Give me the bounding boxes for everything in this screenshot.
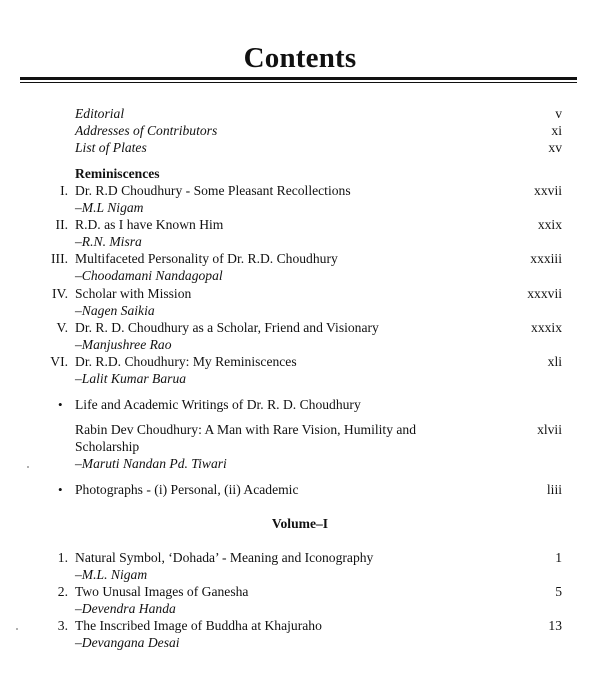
entry-title: Multifaceted Personality of Dr. R.D. Choudhury [75,251,338,266]
entry-author: –Devendra Handa [75,601,176,616]
entry-page: xxxiii [530,251,562,266]
entry-page: 13 [548,618,562,633]
scan-speck [16,628,18,630]
entry-page: xli [547,354,562,369]
entry-number: I. [60,183,68,198]
entry-author: –Devangana Desai [75,635,180,650]
entry-number: 2. [57,584,68,599]
entry-page: xv [548,140,562,155]
entry-page: 5 [555,584,562,599]
entry-number: III. [51,251,68,266]
entry-page: v [555,106,562,121]
entry-number: II. [55,217,68,232]
entry-number: V. [56,320,68,335]
scan-speck [27,466,29,468]
entry-page: xxvii [534,183,562,198]
entry-author: –Manjushree Rao [75,337,172,352]
entry-title: R.D. as I have Known Him [75,217,224,232]
title-rule-thick [20,77,577,80]
page-title: Contents [243,42,357,74]
entry-page: liii [546,482,562,497]
entry-title: List of Plates [75,140,147,155]
entry-page: xxxix [531,320,562,335]
entry-page: xxxvii [527,286,562,301]
entry-author: –M.L. Nigam [75,567,148,582]
entry-author: –Maruti Nandan Pd. Tiwari [75,456,227,471]
entry-title: Life and Academic Writings of Dr. R. D. Choudhury [75,397,361,412]
entry-title: Natural Symbol, ‘Dohada’ - Meaning and Iconography [75,550,374,565]
bullet-icon: • [58,397,63,412]
entry-title: Editorial [75,106,125,121]
entry-author: –Choodamani Nandagopal [75,268,223,283]
entry-title: Dr. R.D Choudhury - Some Pleasant Recollections [75,183,351,198]
entry-author: –Lalit Kumar Barua [75,371,187,386]
entry-page: 1 [555,550,562,565]
entry-title: Dr. R.D. Choudhury: My Reminiscences [75,354,297,369]
entry-title-continued: Scholarship [75,439,140,454]
entry-number: 3. [57,618,68,633]
section-heading-text: Reminiscences [75,166,160,181]
entry-number: 1. [57,550,68,565]
entry-author: –R.N. Misra [75,234,142,249]
entry-title: The Inscribed Image of Buddha at Khajuraho [75,618,322,633]
title-rule-thin [20,82,577,83]
entry-title: Addresses of Contributors [75,123,218,138]
entry-number: IV. [52,286,68,301]
entry-author: –M.L Nigam [75,200,144,215]
entry-title: Scholar with Mission [75,286,192,301]
entry-number: VI. [50,354,68,369]
entry-title: Dr. R. D. Choudhury as a Scholar, Friend and Visionary [75,320,379,335]
entry-title: Two Unusal Images of Ganesha [75,584,249,599]
bullet-icon: • [58,482,63,497]
entry-page: xi [551,123,562,138]
entry-author: –Nagen Saikia [75,303,155,318]
entry-title: Photographs - (i) Personal, (ii) Academic [75,482,299,497]
entry-page: xxix [537,217,562,232]
volume-heading: Volume–I [271,516,329,531]
entry-page: xlvii [537,422,562,437]
entry-title: Rabin Dev Choudhury: A Man with Rare Vision, Humility and [75,422,417,437]
